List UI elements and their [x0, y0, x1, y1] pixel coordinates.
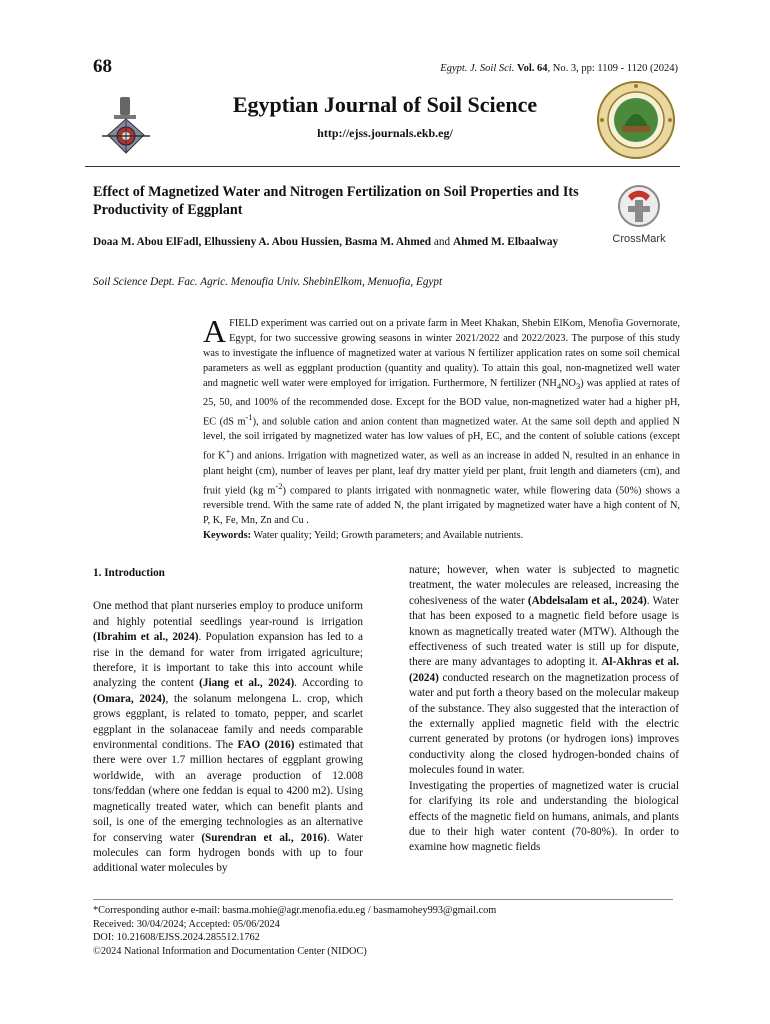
footnote — [93, 904, 673, 958]
abstract — [203, 313, 680, 529]
abstract-text-2: NO — [561, 378, 576, 390]
journal-url[interactable]: http://ejss.journals.ekb.eg/ — [317, 126, 453, 140]
authors-conjunction: and — [431, 236, 454, 248]
body-text: . Population expansion has led to a rise in the demand for water from irrigated agriculture; therefore, it is important to take this into account while analyzing the content — [93, 631, 363, 690]
body-text: conducted research on the magnetization process of water and put forth a theory based on the molecular makeup of the substance. They also suggested that the interaction of the externally applied magnetic field with the electric current generated by protons (or hydrogen ions) improves conductivity along the closed hydrogen-bonded chains of molecules found in water. — [409, 671, 679, 777]
abstract-text-3: ) was applied at rates of 25, 50, and 100% of the recommended dose. Except for the BOD value, non-magnetized water had a higher pH, EC (dS m — [203, 378, 680, 428]
header-divider — [85, 166, 680, 167]
body-text: . Water molecules can form hydrogen bonds with up to four additional water molecules by — [93, 831, 363, 875]
body-text: One method that plant nurseries employ to produce uniform and highly potential seedlings year-round is irrigation — [93, 600, 363, 628]
intro-paragraph-2: Investigating the properties of magnetized water is crucial for clarifying its role and understanding the biological effects of the magnetic field on humans, animals, and plants due to their high water content (70-80%). In order to examine how magnetic fields — [409, 779, 679, 854]
citation: (Jiang et al., 2024) — [199, 677, 295, 690]
received-accepted-dates: Received: 30/04/2024; Accepted: 05/06/2024 — [93, 918, 280, 930]
subscript: 4 — [556, 381, 562, 392]
abstract-text-5: ) and anions. Irrigation with magnetized water, as well as an increase in added N, resulted in an enhance in plant height (cm), number of leaves per plant, leaf dry matter yield per plant, fruit length and diameters (cm), and fruit yield (kg m — [203, 450, 680, 497]
abstract-text-1: FIELD experiment was carried out on a private farm in Meet Khakan, Shebin ElKom, Menofia Governorate, Egypt, for two successive growing seasons in winter 2021/2022 and 2022/2023. The purpose of this study was to investigate the influence of magnetized water at various N fertilizer application rates on some soil chemical parameters as well as eggplant production (quantity and quality). To attain this goal, non-magnetized well water and magnetic well water were employed for irrigation. Furthermore, N fertilizer (NH — [203, 318, 680, 390]
article-title: Effect of Magnetized Water and Nitrogen Fertilization on Soil Properties and Its Productivity of Eggplant — [93, 184, 579, 218]
keywords-label: Keywords: — [203, 530, 252, 541]
body-text: nature; however, when water is subjected to magnetic treatment, the water molecules are released, increasing the cohesiveness of the water — [409, 564, 679, 607]
citation: (Ibrahim et al., 2024) — [93, 631, 199, 644]
body-text: estimated that there were over 1.7 million hectares of eggplant growing worldwide, with an average production of 12.008 tons/feddan (where one feddan is equal to 4200 m2). Using magnetically treated water, which can benefit plants and soil, is one of the emerging technologies as an alternative for conserving water — [93, 739, 363, 844]
keywords-text: Water quality; Yeild; Growth parameters; and Available nutrients. — [251, 530, 524, 541]
doi: DOI: 10.21608/EJSS.2024.285512.1762 — [93, 932, 260, 943]
crossmark-icon — [606, 184, 672, 230]
crossmark-label: CrossMark — [612, 233, 666, 245]
journal-citation — [330, 63, 678, 74]
superscript: -2 — [275, 480, 283, 491]
journal-issue-pages: , No. 3, pp: 1109 - 1120 (2024) — [547, 63, 678, 74]
journal-abbrev: Egypt. J. Soil Sci. — [440, 63, 515, 74]
corresponding-author: *Corresponding author e-mail: basma.mohie@agr.menofia.edu.eg / basmamohey993@gmail.com — [93, 905, 497, 916]
superscript: -1 — [245, 411, 253, 422]
copyright: ©2024 National Information and Documentation Center (NIDOC) — [93, 945, 367, 957]
author-list — [93, 234, 593, 251]
page-number: 68 — [93, 56, 112, 77]
keywords — [203, 530, 680, 541]
journal-volume: Vol. 64 — [516, 63, 548, 74]
journal-title: Egyptian Journal of Soil Science — [232, 92, 538, 117]
citation: (Omara, 2024) — [93, 692, 166, 705]
journal-emblem-icon — [100, 95, 152, 157]
body-column-left — [93, 566, 363, 877]
superscript: + — [225, 446, 231, 457]
society-seal-icon — [596, 80, 676, 160]
citation: (Surendran et al., 2016) — [201, 831, 327, 844]
body-text: . According to — [294, 677, 363, 690]
crossmark-badge[interactable] — [606, 184, 672, 244]
section-heading: 1. Introduction — [93, 567, 165, 579]
intro-paragraph — [93, 599, 363, 876]
citation: Al-Akhras et al. (2024) — [409, 656, 679, 684]
body-text: , the solanum melongena L. crop, which grows eggplant, is related to tomato, pepper, and scarlet eggplant in the solanaceae family and needs comparable environmental conditions. The — [93, 692, 363, 752]
footnote-divider — [93, 899, 673, 900]
affiliation: Soil Science Dept. Fac. Agric. Menoufia Univ. ShebinElkom, Menuofia, Egypt — [93, 276, 443, 288]
abstract-text-6: ) compared to plants irrigated with nonmagnetic water, while flowering data (50%) shows a reversible trend. With the same rate of added N, the plant irrigated by magnetized water have a high content of N, P, K, Fe, Mn, Zn and Cu . — [203, 485, 680, 527]
citation: FAO (2016) — [237, 739, 295, 752]
intro-paragraph-continued — [409, 563, 679, 779]
abstract-dropcap: A — [203, 313, 227, 349]
citation: (Abdelsalam et al., 2024) — [527, 594, 647, 607]
body-column-right — [409, 563, 679, 856]
body-text: . Water that has been exposed to a magnetic field before usage is known as magnetically treated water (MTW). Although the effectiveness of such treated water is still up for dispute, there are many advantages to adopting it. — [409, 594, 679, 669]
authors-last: Ahmed M. Elbaalway — [453, 236, 559, 248]
authors-primary: Doaa M. Abou ElFadl, Elhussieny A. Abou Hussien, Basma M. Ahmed — [93, 236, 432, 248]
abstract-text-4: ), and soluble cation and anion content than magnetized water. At the same soil depth and applied N level, the soil irrigated by magnetized water has low values of pH, EC, and the content of soluble cations (except for K — [203, 416, 680, 462]
subscript: 3 — [576, 381, 581, 392]
